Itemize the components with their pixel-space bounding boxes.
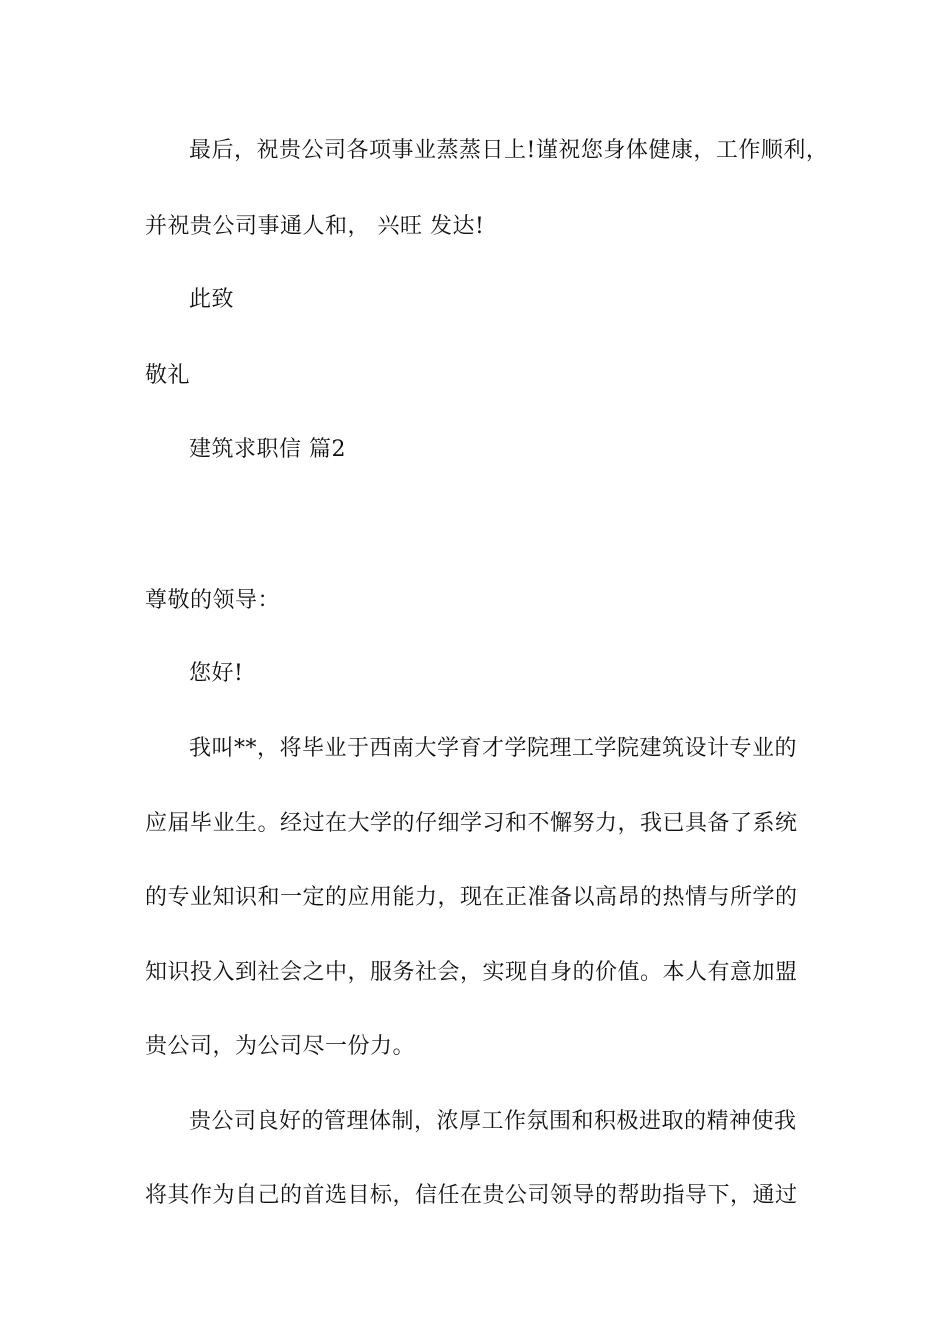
body-paragraph-1-line-5: 贵公司，为公司尽一份力。 [145,1034,416,1059]
body-paragraph-2-line-1: 贵公司良好的管理体制，浓厚工作氛围和积极进取的精神使我 [189,1109,797,1134]
greeting-hello: 您好! [189,661,244,686]
regards: 敬礼 [145,363,191,388]
greeting-recipient: 尊敬的领导： [145,588,281,613]
section-heading: 建筑求职信 篇2 [189,437,346,462]
closing-wishes-line-1: 最后，祝贵公司各项事业蒸蒸日上!谨祝您身体健康，工作顺利， [189,138,829,163]
body-paragraph-1-line-2: 应届毕业生。经过在大学的仔细学习和不懈努力，我已具备了系统 [145,811,798,836]
closing-wishes-line-2: 并祝贵公司事通人和， 兴旺 发达! [145,214,485,239]
body-paragraph-1-line-4: 知识投入到社会之中，服务社会，实现自身的价值。本人有意加盟 [145,960,798,985]
body-paragraph-1-line-3: 的专业知识和一定的应用能力，现在正准备以高昂的热情与所学的 [145,885,798,910]
body-paragraph-1-line-1: 我叫**，将毕业于西南大学育才学院理工学院建筑设计专业的 [189,736,798,761]
salutation-closing: 此致 [189,287,235,312]
body-paragraph-2-line-2: 将其作为自己的首选目标，信任在贵公司领导的帮助指导下，通过 [145,1183,798,1208]
